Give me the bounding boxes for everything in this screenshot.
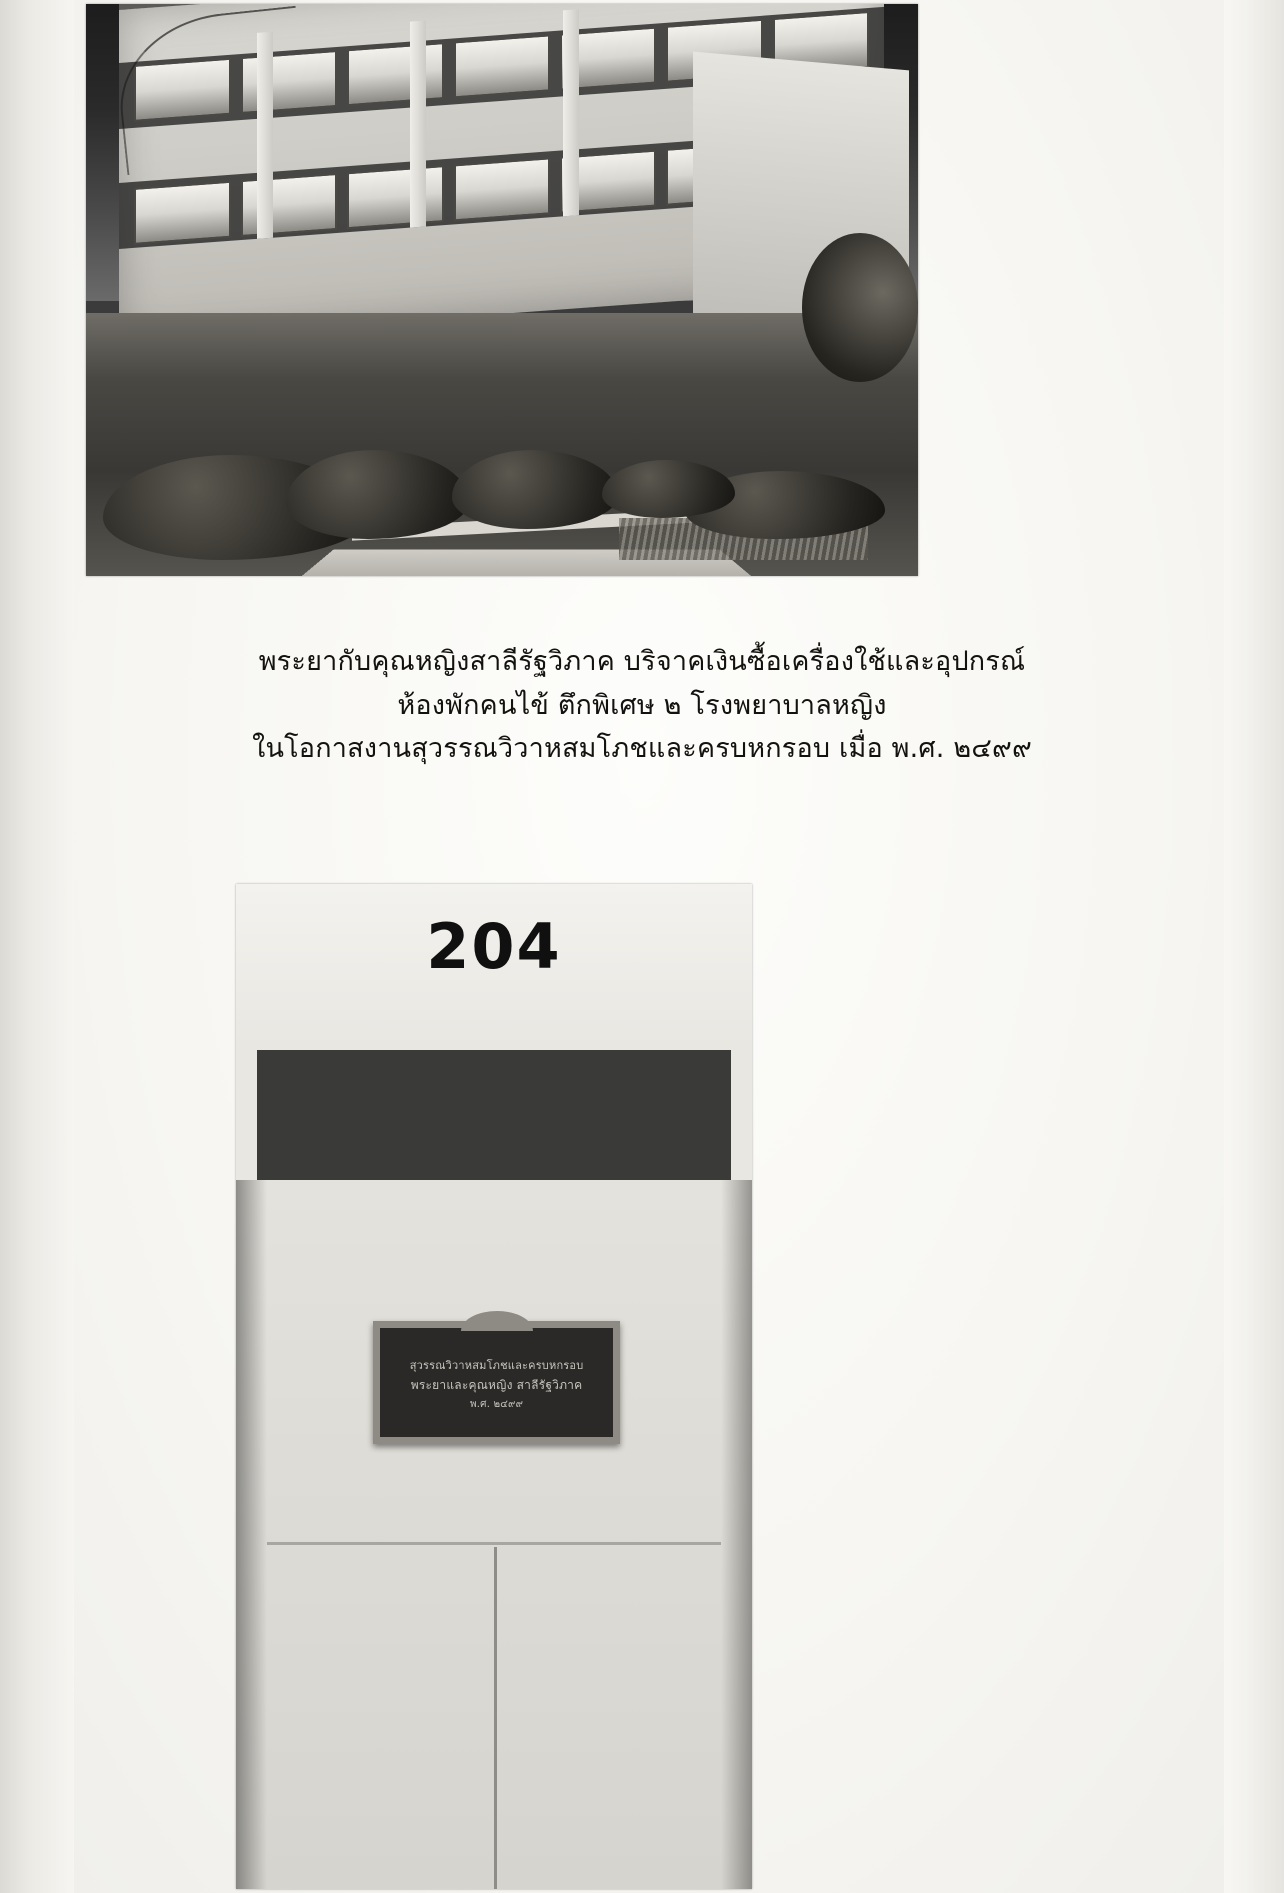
page-gutter-left xyxy=(0,0,74,1893)
dedication-plaque xyxy=(373,1321,621,1444)
wall-shadow-left xyxy=(236,1180,267,1889)
window xyxy=(347,42,443,105)
shrub xyxy=(452,450,618,529)
wall-shadow-right xyxy=(721,1180,752,1889)
plaque-line-3: พ.ศ. ๒๔๙๙ xyxy=(470,1399,524,1411)
garden-foreground xyxy=(86,313,918,576)
shrub xyxy=(286,450,469,539)
plaque-line-1: สุวรรณวิวาหสมโภชและครบหกรอบ xyxy=(409,1359,584,1373)
wall-horizontal-seam xyxy=(267,1542,721,1545)
window xyxy=(454,34,550,97)
door-center-seam xyxy=(494,1547,497,1889)
room-number-label: 204 xyxy=(426,910,562,984)
caption-line-1: พระยากับคุณหญิงสาลีรัฐวิภาค บริจาคเงินซื้อเครื่องใช้และอุปกรณ์ xyxy=(258,646,1026,677)
window xyxy=(454,157,550,220)
facade-pillar xyxy=(563,9,579,216)
dark-wall-band xyxy=(257,1050,732,1181)
plaque-line-2: พระยาและคุณหญิง สาลีรัฐวิภาค xyxy=(410,1378,583,1393)
caption-line-3: ในโอกาสงานสุวรรณวิวาหสมโภชและครบหกรอบ เมื่อ พ.ศ. ๒๔๙๙ xyxy=(252,733,1032,765)
window xyxy=(135,181,231,244)
caption-line-2: ห้องพักคนไข้ ตึกพิเศษ ๒ โรงพยาบาลหญิง xyxy=(397,689,887,721)
window xyxy=(347,165,443,228)
page-gutter-right xyxy=(1224,0,1284,1893)
room-plaque-photograph xyxy=(236,884,752,1889)
photo-caption xyxy=(86,640,1198,771)
shrub xyxy=(602,460,735,518)
palm-foliage xyxy=(802,233,918,382)
window xyxy=(241,173,337,236)
facade-pillar xyxy=(410,20,426,227)
hospital-building-photograph xyxy=(86,4,918,576)
